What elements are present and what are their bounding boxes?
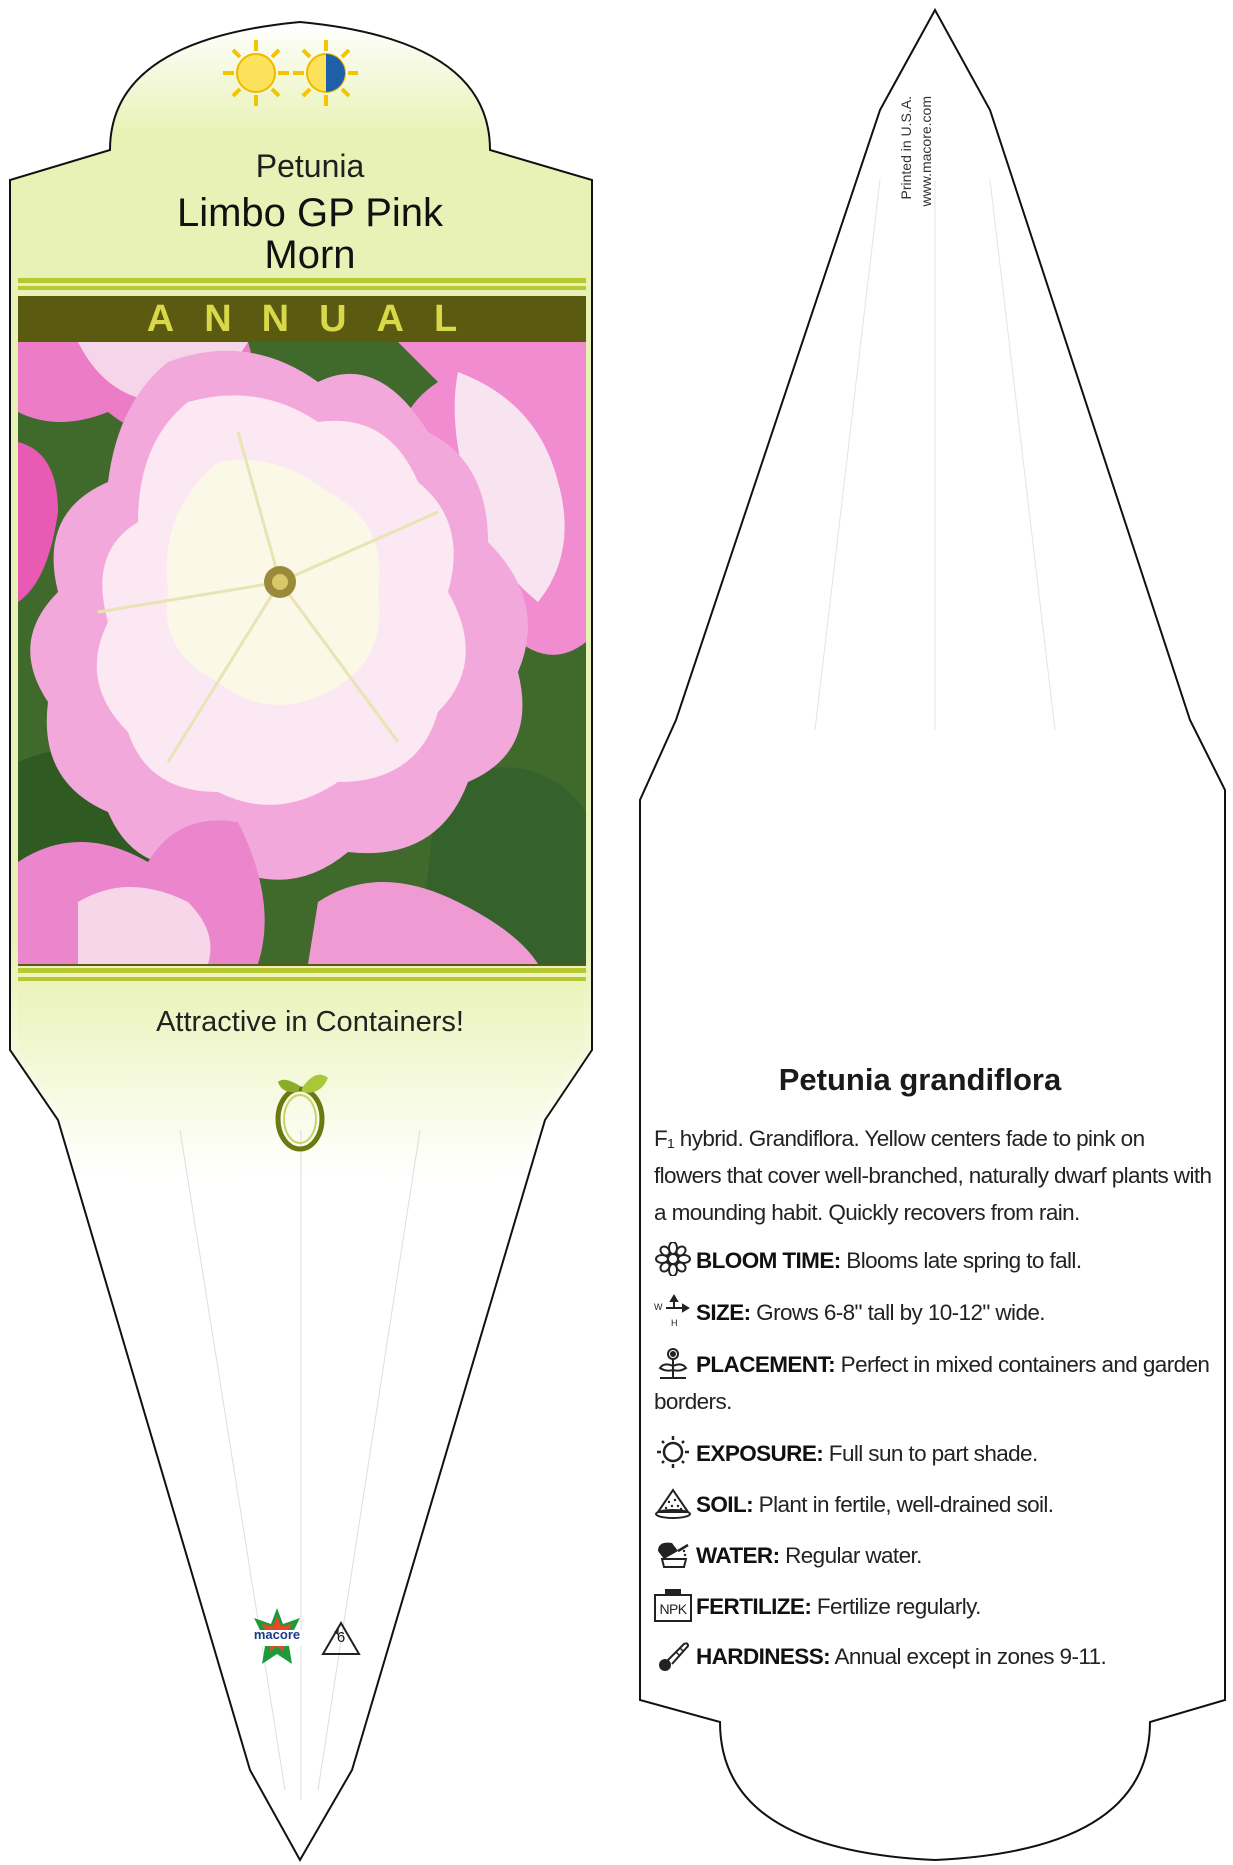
hardiness-value: Annual except in zones 9-11.	[834, 1644, 1107, 1669]
attribute-exposure	[654, 1435, 1214, 1472]
plant-name-line2: Morn	[264, 233, 356, 277]
attribute-hardiness	[654, 1638, 1214, 1675]
placement-icon	[654, 1346, 692, 1380]
soil-icon	[654, 1486, 692, 1520]
exposure-label: EXPOSURE:	[696, 1441, 824, 1466]
attribute-water	[654, 1537, 1214, 1574]
svg-text:H: H	[671, 1318, 677, 1328]
petunia-photo	[18, 342, 586, 964]
fertilize-label: FERTILIZE:	[696, 1594, 812, 1619]
svg-text:NPK: NPK	[659, 1601, 687, 1617]
soil-label: SOIL:	[696, 1492, 753, 1517]
npk-icon	[654, 1588, 692, 1622]
printed-country: Printed in U.S.A.	[898, 96, 914, 200]
attribute-size	[654, 1294, 1214, 1331]
attribute-soil	[654, 1486, 1214, 1523]
flower-icon	[654, 1242, 692, 1276]
recycle-code: 6	[336, 1629, 346, 1646]
plant-genus: Petunia	[255, 148, 365, 184]
full-sun-icon	[223, 40, 289, 106]
printed-website: www.macore.com	[918, 96, 934, 207]
plant-description: F₁ hybrid. Grandiflora. Yellow centers fade to pink on flowers that cover well-branched, naturally dwarf plants with a mounding habit. Quickly recovers from rain.	[654, 1126, 1212, 1225]
placement-label: PLACEMENT:	[696, 1352, 835, 1377]
hardiness-label: HARDINESS:	[696, 1644, 831, 1669]
part-sun-icon	[293, 40, 358, 106]
macore-brand-text: macore	[253, 1627, 301, 1642]
tagline: Attractive in Containers!	[156, 1006, 464, 1038]
printed-info	[896, 96, 956, 346]
bloom-time-label: BLOOM TIME:	[696, 1248, 841, 1273]
soil-value: Plant in fertile, well-drained soil.	[758, 1492, 1054, 1517]
watering-can-icon	[654, 1537, 692, 1571]
water-value: Regular water.	[785, 1543, 922, 1568]
size-label: SIZE:	[696, 1300, 751, 1325]
attribute-bloom-time	[654, 1242, 1214, 1279]
svg-text:W: W	[654, 1302, 662, 1312]
fertilize-value: Fertilize regularly.	[816, 1594, 981, 1619]
attribute-fertilize	[654, 1588, 1214, 1625]
water-label: WATER:	[696, 1543, 780, 1568]
category-label: ANNUAL	[146, 298, 488, 340]
species-title: Petunia grandiflora	[778, 1062, 1062, 1097]
sun-outline-icon	[654, 1435, 692, 1469]
exposure-value: Full sun to part shade.	[828, 1441, 1038, 1466]
size-icon	[654, 1294, 692, 1328]
thermometer-icon	[654, 1638, 692, 1672]
seedling-icon	[270, 1064, 334, 1154]
sun-icons	[218, 38, 358, 108]
plant-name-line1: Limbo GP Pink	[176, 191, 444, 235]
size-value: Grows 6-8" tall by 10-12" wide.	[756, 1300, 1045, 1325]
bloom-time-value: Blooms late spring to fall.	[846, 1248, 1082, 1273]
placement-value: Perfect in mixed containers and garden borders.	[654, 1352, 1210, 1414]
attribute-placement	[654, 1346, 1214, 1420]
